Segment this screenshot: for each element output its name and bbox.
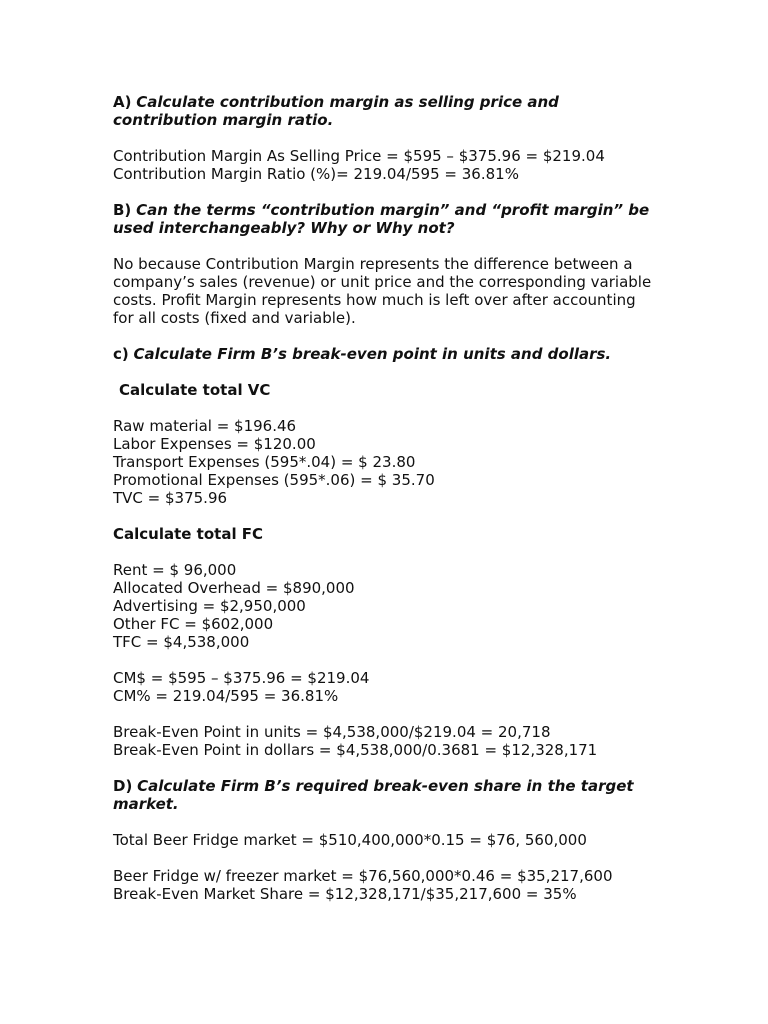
vc-line: TVC = $375.96 [113, 489, 228, 507]
section-a [113, 93, 668, 201]
vc-line: Transport Expenses (595*.04) = $ 23.80 [113, 453, 416, 471]
vc-heading: Calculate total VC [119, 381, 271, 399]
section-b-line: for all costs (fixed and variable). [113, 309, 356, 327]
section-a-line: Contribution Margin Ratio (%)= 219.04/595 = 36.81% [113, 165, 519, 183]
fc-line: TFC = $4,538,000 [113, 633, 250, 651]
section-b-line: costs. Profit Margin represents how much is left over after accounting [113, 291, 636, 309]
fc-line: Rent = $ 96,000 [113, 561, 237, 579]
section-d [113, 777, 668, 903]
section-a-question: Calculate contribution margin as selling price and [136, 93, 559, 111]
section-d-question-line-1 [113, 777, 668, 795]
section-d-question: Calculate Firm B’s required break-even share in the target [137, 777, 634, 795]
section-a-line: Contribution Margin As Selling Price = $595 – $375.96 = $219.04 [113, 147, 605, 165]
section-d-line: Break-Even Market Share = $12,328,171/$35,217,600 = 35% [113, 885, 577, 903]
section-a-label: A) [113, 93, 132, 111]
section-d-label: D) [113, 777, 133, 795]
section-b-label: B) [113, 201, 132, 219]
section-b-question-line-2: used interchangeably? Why or Why not? [113, 219, 455, 237]
section-a-question-line-2: contribution margin ratio. [113, 111, 334, 129]
vc-line: Promotional Expenses (595*.06) = $ 35.70 [113, 471, 435, 489]
bep-line: Break-Even Point in units = $4,538,000/$219.04 = 20,718 [113, 723, 551, 741]
section-c-question: Calculate Firm B’s break-even point in units and dollars. [133, 345, 612, 363]
vc-line: Raw material = $196.46 [113, 417, 297, 435]
section-d-total-line: Total Beer Fridge market = $510,400,000*0.15 = $76, 560,000 [113, 831, 587, 849]
section-a-question-line-1 [113, 93, 668, 111]
fc-line: Other FC = $602,000 [113, 615, 274, 633]
section-b-question-line-1 [113, 201, 668, 219]
bep-line: Break-Even Point in dollars = $4,538,000/0.3681 = $12,328,171 [113, 741, 598, 759]
cm-line: CM$ = $595 – $375.96 = $219.04 [113, 669, 370, 687]
section-b-line: No because Contribution Margin represents the difference between a [113, 255, 633, 273]
fc-line: Allocated Overhead = $890,000 [113, 579, 355, 597]
fc-heading: Calculate total FC [113, 525, 264, 543]
section-c-label: c) [113, 345, 129, 363]
fc-line: Advertising = $2,950,000 [113, 597, 306, 615]
section-b-line: company’s sales (revenue) or unit price and the corresponding variable [113, 273, 652, 291]
vc-line: Labor Expenses = $120.00 [113, 435, 316, 453]
section-d-question-line-2: market. [113, 795, 179, 813]
section-c [113, 345, 668, 777]
section-d-line: Beer Fridge w/ freezer market = $76,560,000*0.46 = $35,217,600 [113, 867, 613, 885]
cm-line: CM% = 219.04/595 = 36.81% [113, 687, 339, 705]
section-b [113, 201, 668, 345]
section-b-question: Can the terms “contribution margin” and “profit margin” be [136, 201, 650, 219]
section-c-question-line-1 [113, 345, 668, 363]
